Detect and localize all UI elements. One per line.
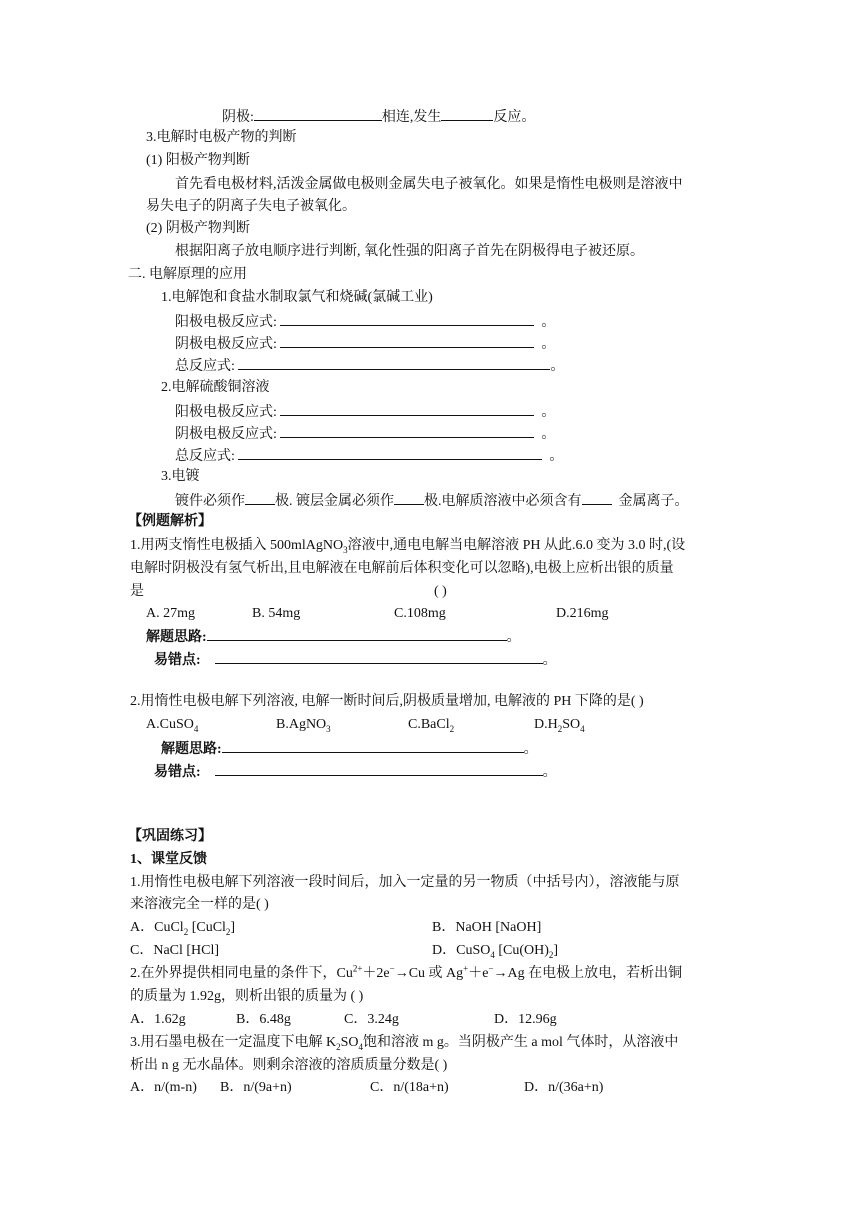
- example-2-option-d: $D.H_2SO_4$: [534, 717, 585, 734]
- example-2-error-line: 易错点: 。: [154, 761, 557, 783]
- practice-2-option-b: B．6.48g: [236, 1012, 291, 1027]
- copper-sulfate-title: 2.电解硫酸铜溶液: [161, 380, 270, 395]
- example-1-option-b: B. 54mg: [252, 606, 301, 621]
- example-1-line-1: 1.用两支惰性电极插入 500mlAgNO$_3$溶液中,通电电解当电解溶液 PH 从此.6.0 变为 3.0 时,(设: [130, 538, 686, 555]
- example-1-error-line: 易错点: 。: [154, 649, 557, 671]
- practice-3-line-1: 3.用石墨电极在一定温度下电解 $K_2SO_4$饱和溶液 m g。当阴极产生 a mol 气体时，从溶液中: [130, 1035, 679, 1052]
- example-1-thinking-line: 解题思路: 。: [146, 626, 521, 648]
- example-1-option-c: C.108mg: [394, 606, 446, 621]
- example-1-option-a: A. 27mg: [146, 606, 195, 621]
- chlor-alkali-anode-blank[interactable]: [280, 311, 534, 326]
- cuso4-anode-blank[interactable]: [280, 401, 534, 416]
- practice-1-option-b: B．NaOH [NaOH]: [432, 920, 542, 935]
- examples-header: 【例题解析】: [128, 514, 212, 529]
- practice-1-option-a: A．CuCl$_2$ [CuCl$_2$]: [130, 920, 236, 937]
- example-1-answer-paren[interactable]: ( ): [434, 584, 447, 599]
- practice-1-option-c: C．NaCl [HCl]: [130, 943, 220, 958]
- practice-2-option-c: C．3.24g: [344, 1012, 399, 1027]
- practice-1-line-1: 1.用惰性电极电解下列溶液一段时间后，加入一定量的另一物质（中括号内），溶液能与原: [130, 875, 680, 890]
- practice-3-option-b: B．n/(9a+n): [220, 1080, 292, 1095]
- practice-3-option-c: C．n/(18a+n): [370, 1080, 449, 1095]
- practice-3-option-a: A．n/(m-n): [130, 1080, 197, 1095]
- example-2-thinking-line: 解题思路: 。: [161, 738, 538, 760]
- example-2-option-c: C.BaCl$_2$: [408, 717, 455, 734]
- example-2-thinking-blank[interactable]: [222, 738, 524, 753]
- chlor-alkali-anode-line: 阳极电极反应式: 。: [175, 311, 555, 333]
- electroplating-line: 镀件必须作 极. 镀层金属必须作 极.电解质溶液中必须含有 金属离子。: [175, 490, 689, 512]
- practice-subheader: 1、课堂反馈: [130, 852, 207, 867]
- cathode-reaction-blank[interactable]: [441, 106, 493, 121]
- plating-metal-blank[interactable]: [394, 490, 424, 505]
- practice-2-line-1: 2.在外界提供相同电量的条件下，$Cu^{2+}+2e^-\to Cu$ 或 Ag+＋e−→Ag 在电极上放电，若析出铜: [130, 963, 683, 981]
- cathode-connection-line: 阴极: 相连,发生 反应。: [222, 106, 535, 128]
- plating-workpiece-blank[interactable]: [245, 490, 275, 505]
- cathode-product-text: 根据阳离子放电顺序进行判断, 氧化性强的阳离子首先在阴极得电子被还原。: [175, 244, 644, 259]
- example-1-line-3: 是: [130, 584, 144, 599]
- chlor-alkali-cathode-line: 阴极电极反应式: 。: [175, 333, 555, 355]
- cuso4-total-line: 总反应式: 。: [175, 445, 563, 467]
- practice-3-option-d: D．n/(36a+n): [524, 1080, 604, 1095]
- cuso4-cathode-line: 阴极电极反应式: 。: [175, 423, 555, 445]
- example-2-option-b: B.AgNO$_3$: [276, 717, 331, 734]
- example-1-line-2: 电解时阴极没有氢气析出,且电解液在电解前后体积变化可以忽略),电极上应析出银的质量: [130, 561, 674, 576]
- electroplating-title: 3.电镀: [161, 469, 200, 484]
- section-3-title: 3.电解时电极产物的判断: [146, 130, 297, 145]
- example-1-thinking-blank[interactable]: [207, 626, 507, 641]
- cathode-product-title: (2) 阴极产物判断: [146, 221, 250, 236]
- example-2-option-a: A.CuSO$_4$: [146, 717, 199, 734]
- example-1-option-d: D.216mg: [556, 606, 609, 621]
- cathode-connect-blank[interactable]: [254, 106, 382, 121]
- example-2-error-blank[interactable]: [215, 761, 543, 776]
- cuso4-cathode-blank[interactable]: [280, 423, 534, 438]
- example-1-error-blank[interactable]: [215, 649, 543, 664]
- practice-3-line-2: 析出 n g 无水晶体。则剩余溶液的溶质质量分数是( ): [130, 1058, 448, 1073]
- practice-2-option-d: D．12.96g: [494, 1012, 557, 1027]
- practice-2-line-2: 的质量为 1.92g，则析出银的质量为 ( ): [130, 989, 364, 1004]
- practice-1-line-2: 来溶液完全一样的是( ): [130, 897, 269, 912]
- plating-ion-blank[interactable]: [582, 490, 612, 505]
- example-2-line-1: 2.用惰性电极电解下列溶液, 电解一断时间后,阴极质量增加, 电解液的 PH 下降的是( ): [130, 694, 644, 709]
- chlor-alkali-cathode-blank[interactable]: [280, 333, 534, 348]
- chlor-alkali-total-line: 总反应式: 。: [175, 355, 564, 377]
- anode-product-text-1: 首先看电极材料,活泼金属做电极则金属失电子被氧化。如果是惰性电极则是溶液中: [175, 177, 683, 192]
- chlor-alkali-total-blank[interactable]: [238, 355, 550, 370]
- cuso4-anode-line: 阳极电极反应式: 。: [175, 401, 555, 423]
- cuso4-total-blank[interactable]: [238, 445, 542, 460]
- practice-header: 【巩固练习】: [128, 829, 212, 844]
- part-2-title: 二. 电解原理的应用: [128, 267, 247, 282]
- anode-product-text-2: 易失电子的阴离子失电子被氧化。: [146, 199, 356, 214]
- anode-product-title: (1) 阳极产物判断: [146, 153, 250, 168]
- practice-1-option-d: D．CuSO$_4$ $[Cu(OH)_2]$: [432, 943, 559, 960]
- chlor-alkali-title: 1.电解饱和食盐水制取氯气和烧碱(氯碱工业): [161, 290, 433, 305]
- practice-2-option-a: A．1.62g: [130, 1012, 186, 1027]
